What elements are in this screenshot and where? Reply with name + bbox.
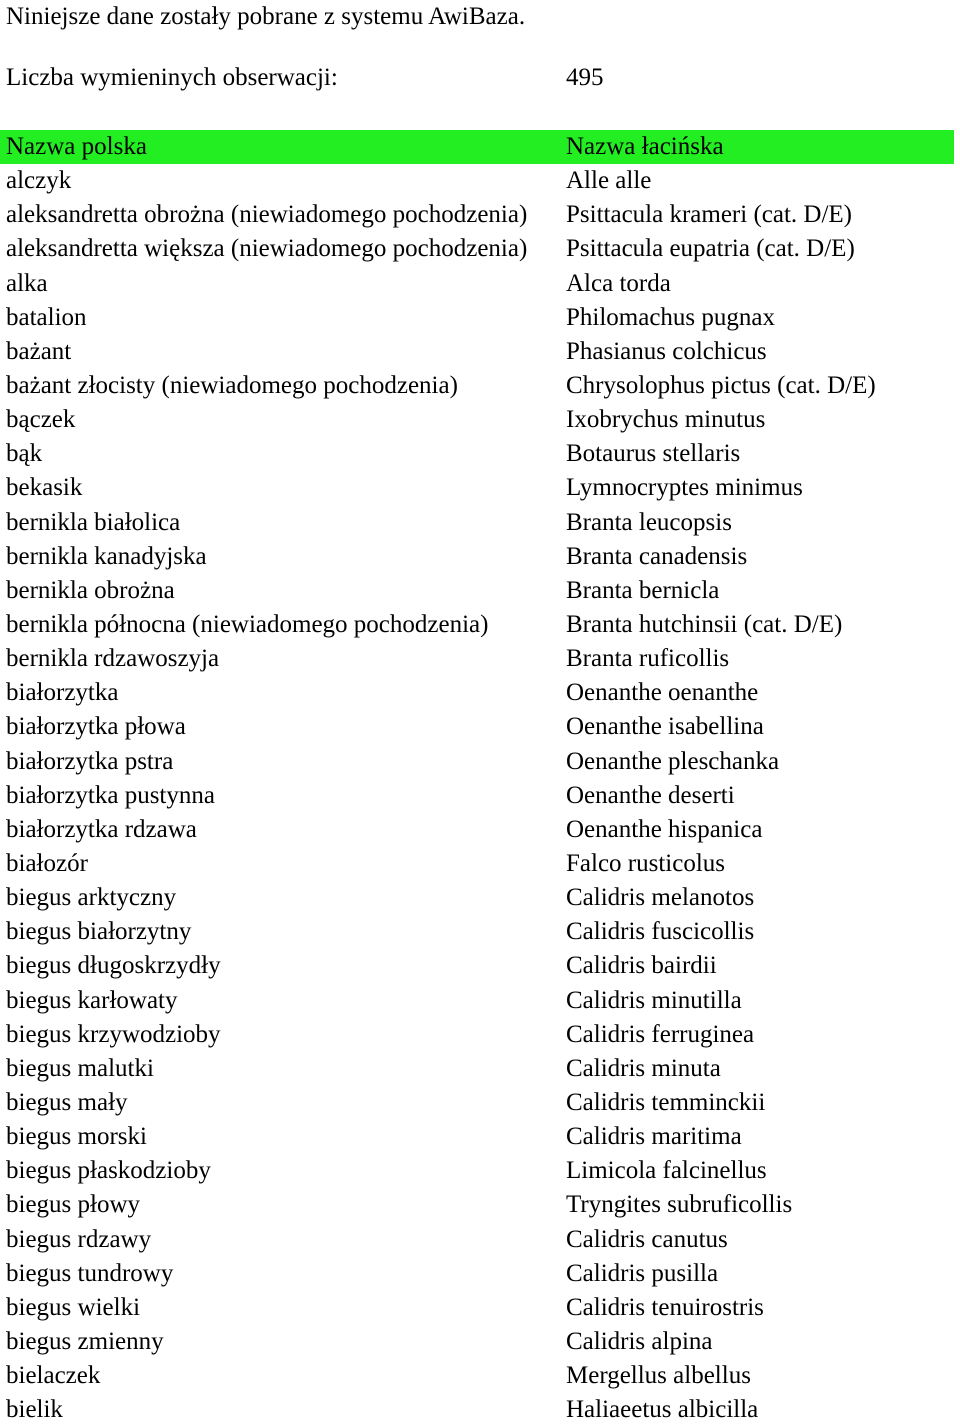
- polish-name-cell: biegus zmienny: [6, 1327, 164, 1355]
- latin-name-cell: Calidris tenuirostris: [566, 1293, 764, 1321]
- latin-name-cell: Calidris maritima: [566, 1123, 742, 1151]
- latin-name-cell: Branta bernicla: [566, 576, 720, 604]
- polish-name-cell: bażant złocisty (niewiadomego pochodzenia): [6, 371, 458, 399]
- table-row: [0, 1359, 954, 1393]
- table-row: [0, 710, 954, 744]
- polish-name-cell: biegus białorzytny: [6, 918, 192, 946]
- table-row: [0, 608, 954, 642]
- table-row: [0, 164, 954, 198]
- polish-name-cell: bernikla obrożna: [6, 576, 175, 604]
- latin-name-cell: Calidris canutus: [566, 1225, 728, 1253]
- polish-name-cell: bąk: [6, 440, 43, 468]
- polish-name-cell: biegus płowy: [6, 1191, 141, 1219]
- polish-name-cell: białorzytka: [6, 679, 119, 707]
- latin-name-cell: Psittacula eupatria (cat. D/E): [566, 235, 855, 263]
- table-row: [0, 437, 954, 471]
- polish-name-cell: białorzytka rdzawa: [6, 815, 197, 843]
- table-row: [0, 574, 954, 608]
- latin-name-cell: Falco rusticolus: [566, 849, 726, 877]
- table-row: [0, 1325, 954, 1359]
- latin-name-cell: Calidris alpina: [566, 1327, 713, 1355]
- latin-name-cell: Calidris temminckii: [566, 1088, 766, 1116]
- latin-name-cell: Calidris pusilla: [566, 1259, 719, 1287]
- table-row: [0, 198, 954, 232]
- polish-name-cell: bernikla białolica: [6, 508, 181, 536]
- latin-name-cell: Phasianus colchicus: [566, 337, 767, 365]
- table-row: [0, 301, 954, 335]
- table-row: [0, 642, 954, 676]
- latin-name-cell: Branta leucopsis: [566, 508, 732, 536]
- polish-name-cell: bekasik: [6, 474, 83, 502]
- table-row: [0, 1393, 954, 1427]
- table-row: [0, 1291, 954, 1325]
- table-row: [0, 267, 954, 301]
- polish-name-cell: alka: [6, 269, 48, 297]
- table-row: [0, 1154, 954, 1188]
- polish-name-cell: bernikla rdzawoszyja: [6, 645, 220, 673]
- polish-name-cell: białorzytka płowa: [6, 713, 186, 741]
- polish-name-cell: biegus wielki: [6, 1293, 141, 1321]
- polish-name-cell: białorzytka pustynna: [6, 781, 215, 809]
- latin-name-cell: Ixobrychus minutus: [566, 406, 766, 434]
- table-row: [0, 369, 954, 403]
- latin-name-cell: Calidris minuta: [566, 1054, 721, 1082]
- table-row: [0, 745, 954, 779]
- latin-name-cell: Calidris melanotos: [566, 884, 755, 912]
- observation-count-value: 495: [566, 64, 604, 91]
- species-table: [0, 130, 954, 1427]
- table-row: [0, 1188, 954, 1222]
- latin-name-cell: Botaurus stellaris: [566, 440, 741, 468]
- latin-name-cell: Calidris fuscicollis: [566, 918, 755, 946]
- polish-name-cell: biegus malutki: [6, 1054, 154, 1082]
- latin-name-cell: Alle alle: [566, 167, 652, 195]
- latin-name-cell: Oenanthe pleschanka: [566, 747, 780, 775]
- latin-name-cell: Mergellus albellus: [566, 1362, 751, 1390]
- polish-name-cell: bażant: [6, 337, 72, 365]
- latin-name-cell: Tryngites subruficollis: [566, 1191, 793, 1219]
- table-row: [0, 1257, 954, 1291]
- latin-name-cell: Philomachus pugnax: [566, 303, 776, 331]
- table-row: [0, 1223, 954, 1257]
- table-row: [0, 881, 954, 915]
- latin-name-cell: Psittacula krameri (cat. D/E): [566, 201, 852, 229]
- polish-name-cell: biegus mały: [6, 1088, 128, 1116]
- polish-name-cell: bernikla północna (niewiadomego pochodzenia): [6, 610, 489, 638]
- polish-name-cell: biegus krzywodzioby: [6, 1020, 221, 1048]
- table-row: [0, 1018, 954, 1052]
- table-row: [0, 676, 954, 710]
- polish-name-cell: białorzytka pstra: [6, 747, 174, 775]
- polish-name-cell: biegus arktyczny: [6, 884, 177, 912]
- polish-name-cell: biegus rdzawy: [6, 1225, 152, 1253]
- latin-name-cell: Calidris ferruginea: [566, 1020, 755, 1048]
- table-row: [0, 1052, 954, 1086]
- table-row: [0, 335, 954, 369]
- latin-name-cell: Oenanthe oenanthe: [566, 679, 759, 707]
- latin-name-cell: Branta hutchinsii (cat. D/E): [566, 610, 843, 638]
- latin-name-cell: Alca torda: [566, 269, 671, 297]
- table-header-row: [0, 130, 954, 164]
- table-row: [0, 915, 954, 949]
- polish-name-cell: biegus morski: [6, 1123, 147, 1151]
- polish-name-cell: bielaczek: [6, 1362, 101, 1390]
- latin-name-cell: Branta ruficollis: [566, 645, 730, 673]
- table-row: [0, 540, 954, 574]
- header-latin-name: Nazwa łacińska: [566, 133, 724, 160]
- latin-name-cell: Oenanthe isabellina: [566, 713, 764, 741]
- polish-name-cell: alczyk: [6, 167, 72, 195]
- header-polish-name: Nazwa polska: [6, 133, 147, 160]
- polish-name-cell: biegus płaskodzioby: [6, 1157, 211, 1185]
- table-row: [0, 984, 954, 1018]
- polish-name-cell: bielik: [6, 1396, 63, 1424]
- latin-name-cell: Branta canadensis: [566, 542, 748, 570]
- table-row: [0, 949, 954, 983]
- polish-name-cell: batalion: [6, 303, 87, 331]
- table-row: [0, 506, 954, 540]
- table-row: [0, 779, 954, 813]
- table-row: [0, 813, 954, 847]
- observation-count-label: Liczba wymieninych obserwacji:: [6, 64, 338, 91]
- latin-name-cell: Haliaeetus albicilla: [566, 1396, 759, 1424]
- polish-name-cell: aleksandretta większa (niewiadomego pochodzenia): [6, 235, 528, 263]
- latin-name-cell: Calidris bairdii: [566, 952, 717, 980]
- polish-name-cell: bączek: [6, 406, 76, 434]
- polish-name-cell: biegus długoskrzydły: [6, 952, 221, 980]
- latin-name-cell: Oenanthe deserti: [566, 781, 735, 809]
- table-row: [0, 1086, 954, 1120]
- polish-name-cell: bernikla kanadyjska: [6, 542, 207, 570]
- source-note: Niniejsze dane zostały pobrane z systemu AwiBaza.: [6, 3, 526, 30]
- polish-name-cell: białozór: [6, 849, 88, 877]
- latin-name-cell: Oenanthe hispanica: [566, 815, 763, 843]
- polish-name-cell: biegus tundrowy: [6, 1259, 174, 1287]
- latin-name-cell: Lymnocryptes minimus: [566, 474, 803, 502]
- latin-name-cell: Limicola falcinellus: [566, 1157, 767, 1185]
- table-row: [0, 232, 954, 266]
- polish-name-cell: biegus karłowaty: [6, 986, 178, 1014]
- table-row: [0, 403, 954, 437]
- polish-name-cell: aleksandretta obrożna (niewiadomego pochodzenia): [6, 201, 528, 229]
- latin-name-cell: Chrysolophus pictus (cat. D/E): [566, 371, 876, 399]
- table-row: [0, 847, 954, 881]
- latin-name-cell: Calidris minutilla: [566, 986, 742, 1014]
- table-row: [0, 1120, 954, 1154]
- table-row: [0, 471, 954, 505]
